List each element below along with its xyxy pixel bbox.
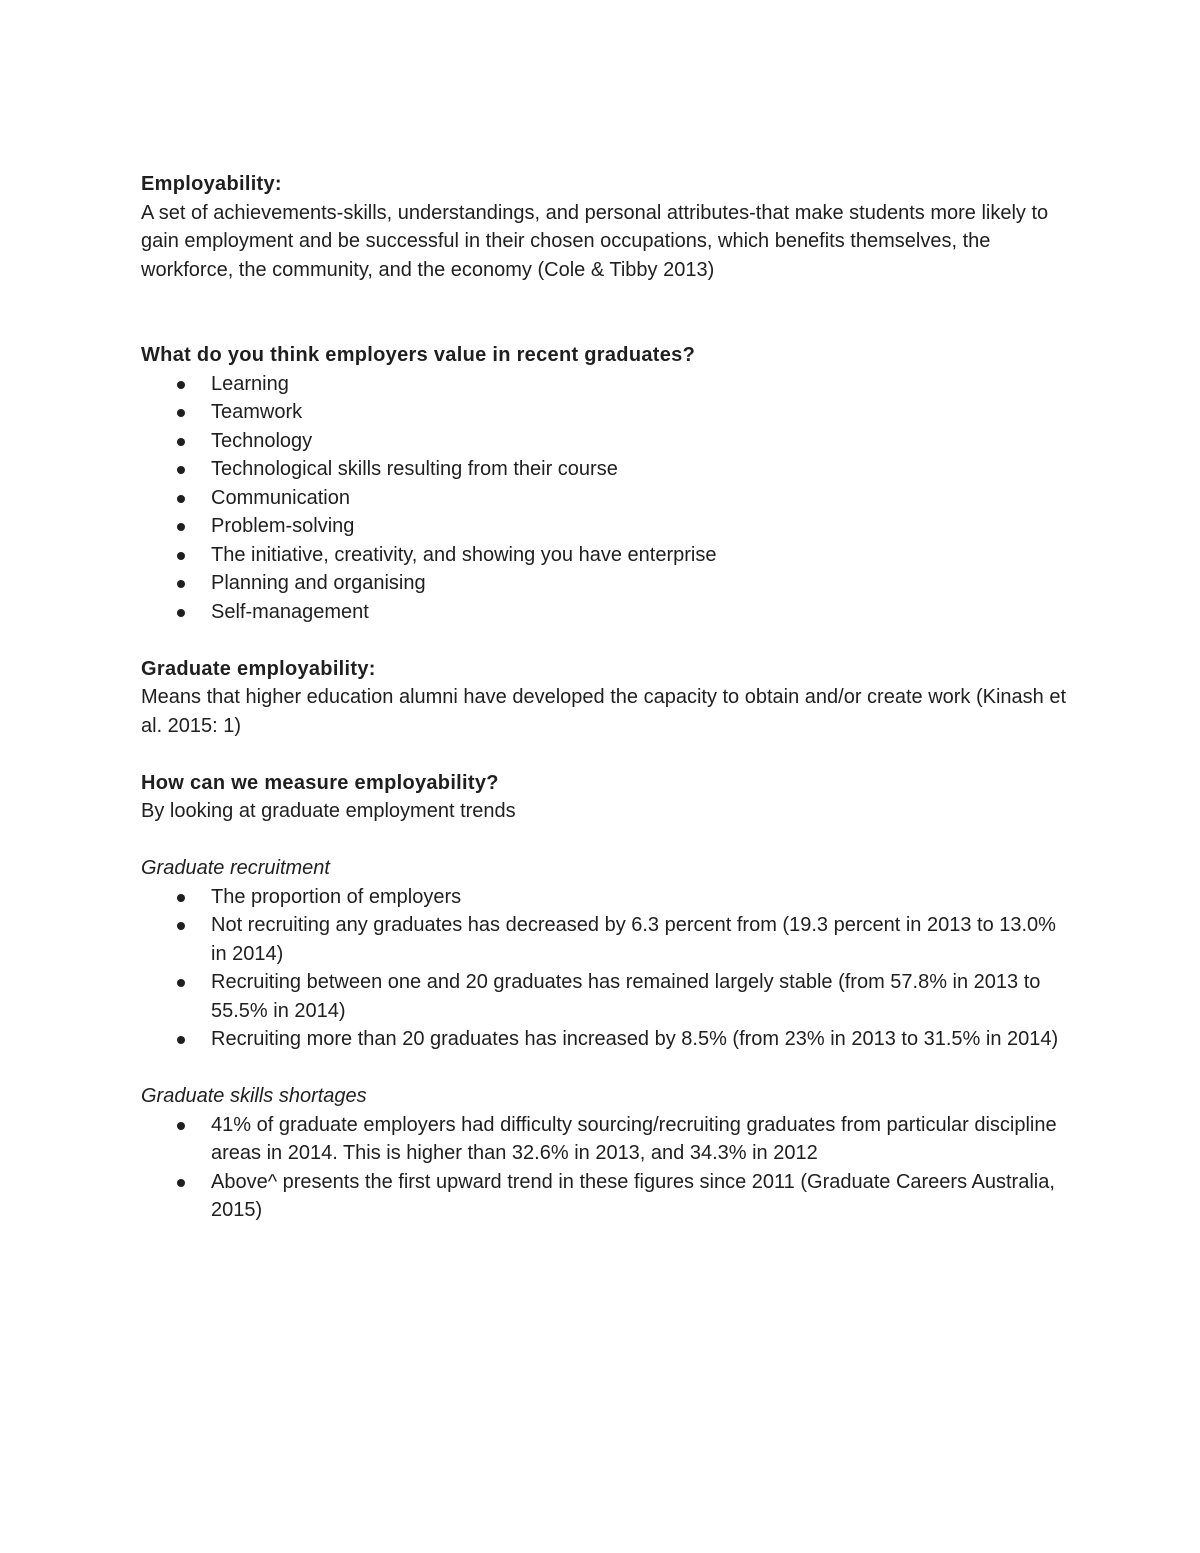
list-item-text: Not recruiting any graduates has decreased by 6.3 percent from (19.3 percent in 2013 to 13.0% in 2014) [211, 914, 1056, 965]
list-item [141, 883, 1071, 912]
spacer [141, 1054, 1071, 1083]
bullet-icon [177, 409, 185, 417]
bullet-icon [177, 381, 185, 389]
list-item-text: Teamwork [211, 401, 303, 423]
list-item-text: Technology [211, 429, 313, 452]
employer-values-list [141, 370, 1071, 627]
bullet-icon [177, 495, 185, 503]
bullet-icon [177, 979, 185, 987]
list-item-text: Problem-solving [211, 515, 355, 537]
bullet-icon [177, 466, 185, 474]
list-item-text: The proportion of employers [211, 885, 462, 908]
measure-employability-heading: How can we measure employability? [141, 771, 499, 794]
bullet-icon [177, 552, 185, 560]
measure-employability-text: By looking at graduate employment trends [141, 800, 516, 822]
skills-shortages-subheading: Graduate skills shortages [141, 1085, 367, 1107]
employability-definition: A set of achievements-skills, understandings, and personal attributes-that make students more likely to gain employment and be successful in their chosen occupations, which benefits themselves, the workforce, the community, and the economy (Cole & Tibby 2013) [141, 201, 1049, 281]
list-item [141, 541, 1071, 570]
bullet-icon [177, 523, 185, 531]
list-item [141, 427, 1071, 456]
list-item [141, 370, 1071, 399]
bullet-icon [177, 1179, 185, 1187]
list-item-text: 41% of graduate employers had difficulty sourcing/recruiting graduates from particular discipline areas in 2014. This is higher than 32.6% in 2013, and 34.3% in 2012 [211, 1113, 1057, 1164]
skills-shortages-list [141, 1111, 1071, 1225]
graduate-employability-definition: Means that higher education alumni have developed the capacity to obtain and/or create work (Kinash et al. 2015: 1) [141, 686, 1067, 737]
list-item [141, 398, 1071, 427]
spacer [141, 740, 1071, 769]
list-item-text: Self-management [211, 600, 369, 623]
graduate-recruitment-subheading: Graduate recruitment [141, 857, 330, 879]
list-item [141, 569, 1071, 598]
graduate-employability-heading: Graduate employability: [141, 657, 376, 680]
list-item [141, 512, 1071, 541]
list-item [141, 1025, 1071, 1054]
list-item-text: Communication [211, 486, 350, 509]
spacer [141, 284, 1071, 341]
list-item [141, 911, 1071, 968]
graduate-recruitment-list [141, 883, 1071, 1054]
bullet-icon [177, 609, 185, 617]
bullet-icon [177, 1122, 185, 1130]
list-item-text: Recruiting between one and 20 graduates has remained largely stable (from 57.8% in 2013 to 55.5% in 2014) [211, 971, 1041, 1022]
spacer [141, 626, 1071, 655]
document-page [141, 170, 1071, 1225]
list-item [141, 598, 1071, 627]
bullet-icon [177, 922, 185, 930]
list-item [141, 1111, 1071, 1168]
list-item-text: Learning [211, 372, 289, 395]
bullet-icon [177, 1036, 185, 1044]
employer-values-heading: What do you think employers value in recent graduates? [141, 344, 696, 366]
bullet-icon [177, 438, 185, 446]
list-item-text: Above^ presents the first upward trend in these figures since 2011 (Graduate Careers Australia, 2015) [211, 1170, 1055, 1221]
list-item-text: The initiative, creativity, and showing you have enterprise [211, 543, 717, 566]
spacer [141, 826, 1071, 855]
list-item-text: Recruiting more than 20 graduates has increased by 8.5% (from 23% in 2013 to 31.5% in 2014) [211, 1028, 1059, 1050]
bullet-icon [177, 894, 185, 902]
list-item [141, 1168, 1071, 1225]
bullet-icon [177, 580, 185, 588]
list-item [141, 968, 1071, 1025]
list-item-text: Planning and organising [211, 572, 426, 594]
employability-heading: Employability: [141, 173, 282, 195]
list-item-text: Technological skills resulting from their course [211, 458, 618, 480]
list-item [141, 484, 1071, 513]
list-item [141, 455, 1071, 484]
